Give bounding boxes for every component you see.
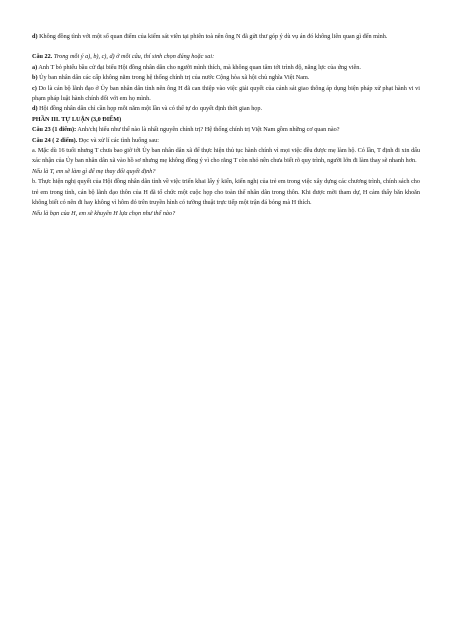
question-22-option-d bbox=[32, 104, 420, 114]
scenario-b: b. Thực hiện nghị quyết của Hội đồng nhân dân tỉnh về việc triển khai lấy ý kiến, kiến nghị của trẻ em trong việc xây dựng các chương trình, chính sách cho trẻ em trong tỉnh, cán bộ lãnh đạo thôn của H đã tổ chức một cuộc họp cho toàn thể nhân dân trong thôn. Khi được mời tham dự, H cảm thấy băn khoăn không biết có nên đi hay không vì hôm đó trên truyền hình có tường thuật trực tiếp một trận đá bóng mà H thích. bbox=[32, 178, 420, 207]
scenario-a: a. Mặc dù 16 tuổi nhưng T chưa bao giờ tới Ủy ban nhân dân xã để thực hiện thủ tục hành chính vì mọi việc đều được mẹ làm hộ. Có lần, T định đi xin dấu xác nhận của Ủy ban nhân dân xã vào hồ sơ nhưng mẹ không đồng ý vì cho rằng T còn nhỏ nên chưa biết rõ quy trình, người lớn đi làm thay sẽ nhanh hơn. bbox=[32, 147, 420, 165]
spacer bbox=[32, 42, 420, 52]
question-23 bbox=[32, 125, 420, 135]
scenario-b-question: Nếu là bạn của H, em sẽ khuyên H lựa chọn như thế nào? bbox=[32, 209, 176, 217]
option-text: Không đồng tình với một số quan điểm của kiểm sát viên tại phiên toà nên ông N đã gửi thư góp ý dù vụ án đó không liên quan gì đến mình. bbox=[37, 33, 388, 40]
option-label: b) bbox=[32, 74, 38, 82]
document-page bbox=[32, 32, 420, 219]
part-3-title: PHẦN III. TỰ LUẬN (3,0 ĐIỂM) bbox=[32, 115, 122, 123]
question-number: Câu 23 (1 điểm): bbox=[32, 126, 77, 134]
scenario-a-question: Nếu là T, em sẽ làm gì để mẹ thay đổi quyết định? bbox=[32, 167, 156, 175]
question-22-option-b bbox=[32, 73, 420, 83]
option-label: d) bbox=[32, 33, 38, 40]
option-d-previous bbox=[32, 32, 420, 42]
option-label: d) bbox=[32, 105, 38, 113]
question-number: Câu 22. bbox=[32, 53, 53, 61]
question-text: Đọc và xử lí các tình huống sau: bbox=[77, 136, 159, 144]
option-text: Do là cán bộ lãnh đạo ở Ủy ban nhân dân tỉnh nên ông H đã can thiệp vào việc giải quyết của cảnh sát giao thông áp dụng biện pháp xử phạt hành vi vi phạm pháp luật hành chính đối với em họ mình. bbox=[32, 84, 420, 103]
question-text: Anh/chị hiểu như thế nào là nhất nguyên chính trị? Hệ thống chính trị Việt Nam gồm những cơ quan nào? bbox=[76, 126, 340, 134]
question-22-option-a bbox=[32, 63, 420, 73]
option-label: c) bbox=[32, 84, 37, 92]
option-text: Ủy ban nhân dân các cấp không nằm trong hệ thống chính trị của nước Cộng hòa xã hội chủ nghĩa Việt Nam. bbox=[37, 74, 310, 82]
question-22-heading bbox=[32, 52, 420, 62]
option-label: a) bbox=[32, 63, 38, 71]
option-text: Hội đồng nhân dân chỉ cần họp mỗi năm một lần và có thể tự do quyết định thời gian họp. bbox=[37, 105, 263, 113]
question-instruction: Trong mỗi ý a), b), c), d) ở mỗi câu, thí sinh chọn đúng hoặc sai: bbox=[52, 53, 215, 61]
question-24-heading bbox=[32, 136, 420, 146]
option-text: Anh T bỏ phiếu bầu cử đại biểu Hội đồng nhân dân cho người mình thích, mà không quan tâm tới trình độ, năng lực của ứng viên. bbox=[37, 63, 361, 71]
question-22-option-c bbox=[32, 84, 420, 105]
question-number: Câu 24 ( 2 điểm). bbox=[32, 136, 78, 144]
